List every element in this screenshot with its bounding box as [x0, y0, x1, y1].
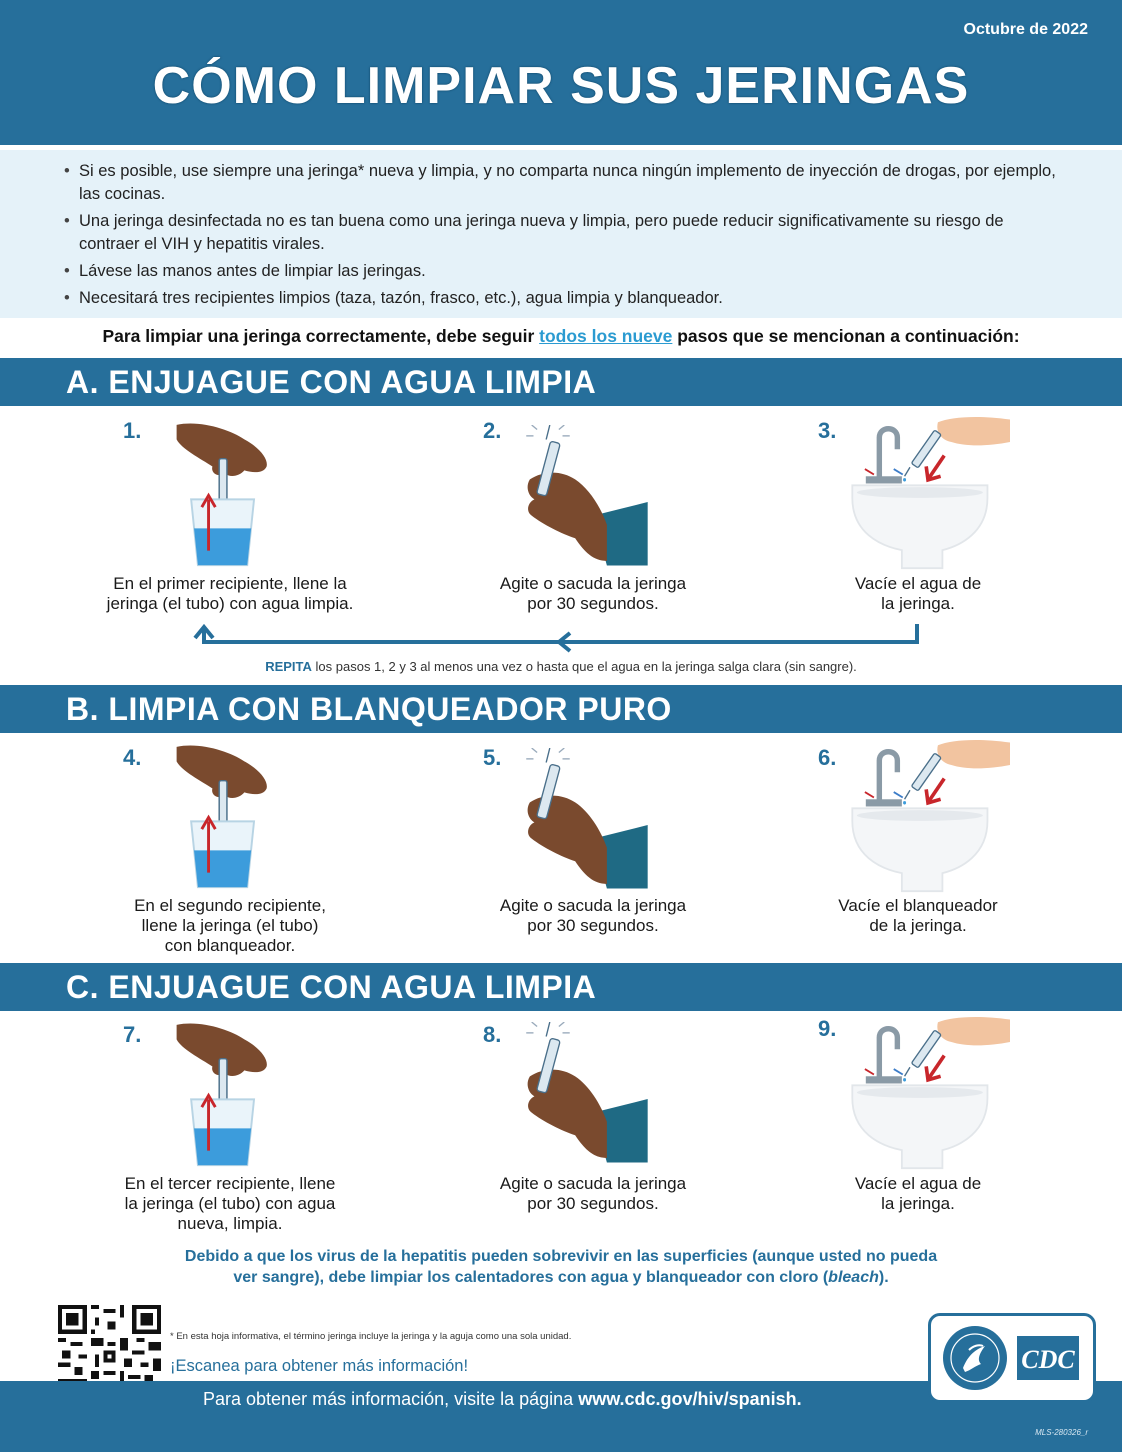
hand-shake-syringe-icon [514, 425, 659, 570]
step-caption [80, 896, 380, 956]
step-number: 6. [818, 745, 837, 770]
step-caption [443, 896, 743, 936]
step-number: 5. [483, 745, 502, 770]
note-line [0, 1267, 1122, 1288]
section-a-title: A. ENJUAGUE CON AGUA LIMPIA [0, 358, 1122, 406]
caption-line: jeringa (el tubo) con agua limpia. [106, 594, 354, 613]
cdc-url-link[interactable]: www.cdc.gov/hiv/spanish [578, 1389, 797, 1409]
caption-line: En el tercer recipiente, llene [124, 1174, 336, 1193]
footnote: * En esta hoja informativa, el término jeringa incluye la jeringa y la aguja como una sola unidad. [170, 1331, 572, 1342]
caption-line: Vacíe el agua de [854, 574, 982, 593]
caption-line: la jeringa. [881, 594, 955, 613]
intro-list [64, 160, 1062, 310]
note-italic: bleach [828, 1269, 879, 1286]
caption-line: por 30 segundos. [527, 594, 659, 613]
caption-line: la jeringa. [881, 1194, 955, 1213]
caption-line: de la jeringa. [869, 916, 967, 935]
note-line: Debido a que los virus de la hepatitis pueden sobrevivir en las superficies (aunque usted no pueda [184, 1248, 938, 1265]
page-title: CÓMO LIMPIAR SUS JERINGAS [152, 57, 970, 115]
hand-syringe-glass-icon [170, 742, 280, 892]
hand-shake-syringe-icon [514, 1022, 659, 1167]
step-caption [768, 1174, 1068, 1214]
section-c-title: C. ENJUAGUE CON AGUA LIMPIA [0, 963, 1122, 1011]
intro-bullet: • Una jeringa desinfectada no es tan buena como una jeringa nueva y limpia, pero puede reducir significativamente su riesgo de contraer el VIH y hepatitis virales. [64, 210, 1062, 256]
caption-line: por 30 segundos. [527, 916, 659, 935]
lead-instruction [0, 326, 1122, 347]
intro-bullet: • Si es posible, use siempre una jeringa* nueva y limpia, y no comparta nunca ningún implemento de inyección de drogas, por ejemplo, las cocinas. [64, 160, 1062, 206]
caption-line: Agite o sacuda la jeringa [499, 574, 687, 593]
caption-line: la jeringa (el tubo) con agua [124, 1194, 336, 1213]
section-b-title: B. LIMPIA CON BLANQUEADOR PURO [0, 685, 1122, 733]
caption-line: Agite o sacuda la jeringa [499, 1174, 687, 1193]
step-number: 7. [123, 1022, 142, 1047]
all-nine-link[interactable]: todos los nueve [539, 326, 673, 346]
caption-line: nueva, limpia. [177, 1214, 283, 1233]
repeat-instruction [0, 659, 1122, 674]
caption-line: En el primer recipiente, llene la [113, 574, 347, 593]
hand-syringe-glass-icon [170, 1020, 280, 1170]
hepatitis-note [0, 1246, 1122, 1288]
document-code: MLS-280326_r [1035, 1428, 1088, 1437]
step-caption [443, 1174, 743, 1214]
intro-bullet: • Necesitará tres recipientes limpios (taza, tazón, frasco, etc.), agua limpia y blanqueador. [64, 287, 1062, 310]
caption-line: llene la jeringa (el tubo) [141, 916, 319, 935]
step-number: 1. [123, 418, 142, 443]
sink-syringe-icon [845, 1015, 1020, 1170]
note-text: ). [878, 1269, 889, 1286]
step-caption [443, 574, 743, 614]
caption-line: con blanqueador. [164, 936, 296, 955]
lead-text-before: Para limpiar una jeringa correctamente, debe seguir [102, 326, 540, 346]
step-number: 4. [123, 745, 142, 770]
repeat-keyword: REPITA [265, 659, 312, 674]
caption-line: Vacíe el agua de [854, 1174, 982, 1193]
note-text: ver sangre), debe limpiar los calentadores con agua y blanqueador con cloro ( [233, 1269, 829, 1286]
caption-line: Vacíe el blanqueador [838, 896, 998, 915]
caption-line: por 30 segundos. [527, 1194, 659, 1213]
step-caption [80, 574, 380, 614]
intro-panel [0, 150, 1122, 318]
step-number: 2. [483, 418, 502, 443]
sink-syringe-icon [845, 415, 1020, 570]
repeat-text: los pasos 1, 2 y 3 al menos una vez o hasta que el agua en la jeringa salga clara (sin sangre). [311, 659, 857, 674]
footer-info [203, 1389, 802, 1410]
footer-text: Para obtener más información, visite la página [203, 1389, 579, 1409]
step-number: 3. [818, 418, 837, 443]
hand-syringe-glass-icon [170, 420, 280, 570]
intro-bullet: • Lávese las manos antes de limpiar las jeringas. [64, 260, 1062, 283]
step-number: 8. [483, 1022, 502, 1047]
step-caption [768, 574, 1068, 614]
sink-syringe-icon [845, 738, 1020, 893]
footer-period: . [796, 1389, 802, 1409]
publication-date: Octubre de 2022 [963, 21, 1088, 38]
lead-text-after: pasos que se mencionan a continuación: [672, 326, 1020, 346]
step-caption [80, 1174, 380, 1234]
hand-shake-syringe-icon [514, 748, 659, 893]
caption-line: Agite o sacuda la jeringa [499, 896, 687, 915]
step-number: 9. [818, 1016, 837, 1041]
scan-prompt: ¡Escanea para obtener más información! [170, 1357, 469, 1375]
cdc-logo-icon [928, 1313, 1096, 1403]
caption-line: En el segundo recipiente, [134, 896, 326, 915]
step-caption [768, 896, 1068, 936]
cdc-logo-text: CDC [1021, 1345, 1075, 1374]
